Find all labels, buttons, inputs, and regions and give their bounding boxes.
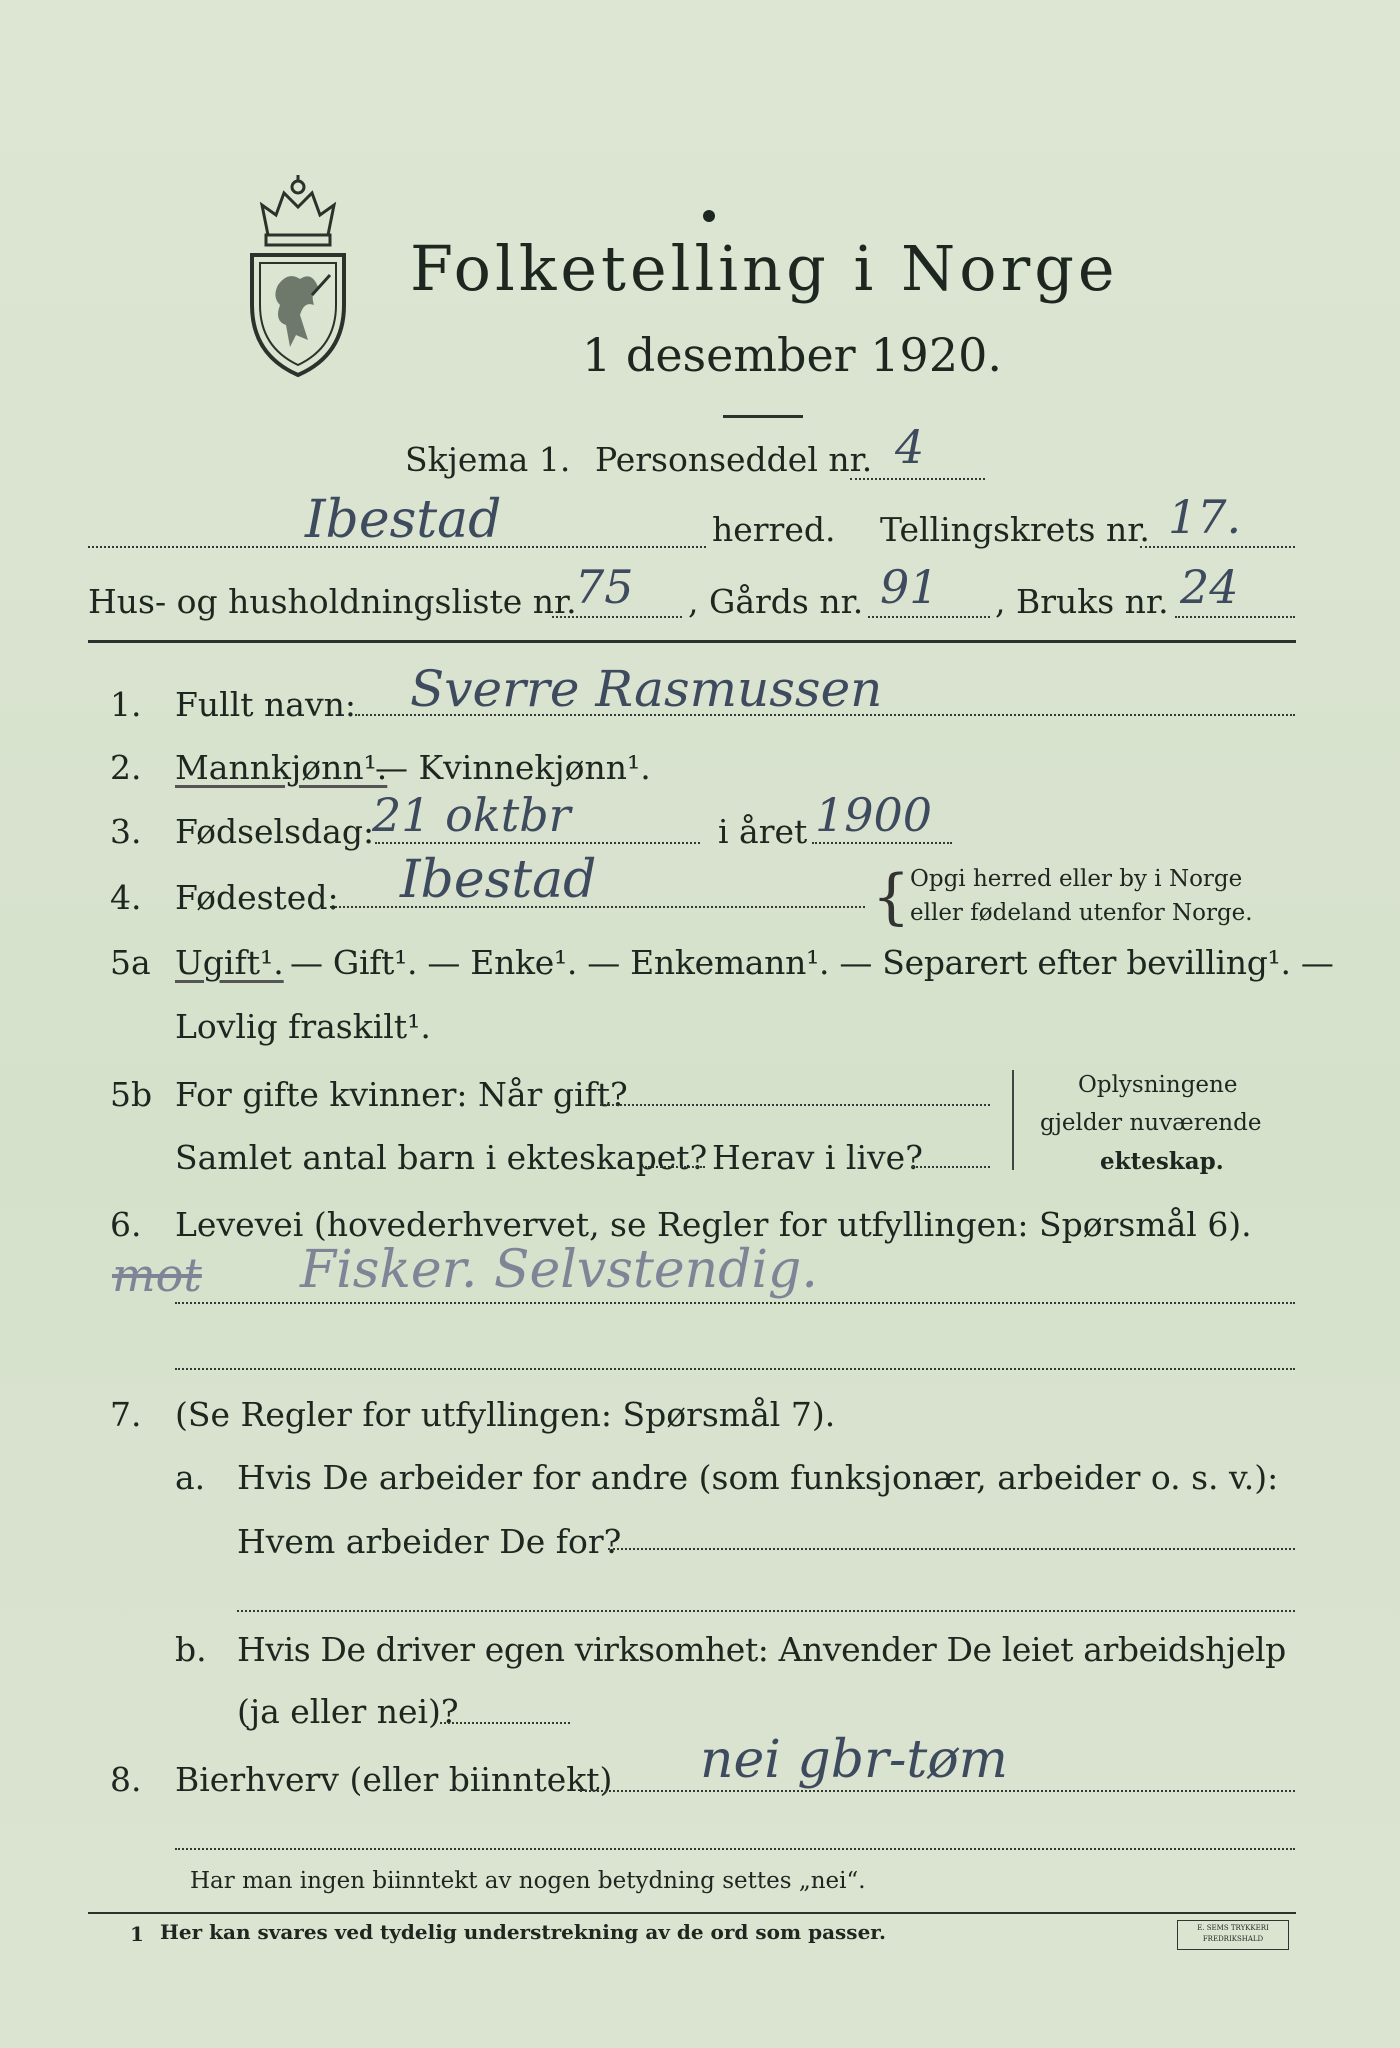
printer-stamp: [1177, 1920, 1289, 1950]
q8-line: [580, 1790, 1295, 1792]
q5b-note-line1: Oplysningene: [1078, 1072, 1238, 1098]
q3-label: Fødselsdag:: [175, 812, 375, 851]
q5b-children-label: Samlet antal barn i ekteskapet?: [175, 1138, 708, 1177]
q8-extra-line: [175, 1848, 1295, 1850]
footnote-rule: [88, 1912, 1296, 1914]
q8-number: 8.: [110, 1760, 142, 1799]
bruks-label: , Bruks nr.: [995, 582, 1169, 621]
q4-note-line1: Opgi herred eller by i Norge: [910, 866, 1243, 892]
q5b-note-line2: gjelder nuværende: [1040, 1110, 1262, 1136]
q6-line1: [175, 1302, 1295, 1304]
ink-dot: [703, 210, 715, 222]
q8-value: nei gbr-tøm: [700, 1730, 1008, 1790]
q6-number: 6.: [110, 1205, 142, 1244]
title-divider: [723, 415, 803, 418]
q7a-letter: a.: [175, 1458, 206, 1497]
q4-value: Ibestad: [400, 850, 597, 910]
q3-year-label: i året: [718, 812, 808, 851]
q2-number: 2.: [110, 748, 142, 787]
coat-of-arms-icon: [238, 175, 358, 384]
q4-label: Fødested:: [175, 878, 339, 917]
q7a-label: Hvis De arbeider for andre (som funksjonær, arbeider o. s. v.):: [237, 1458, 1279, 1497]
form-date: 1 desember 1920.: [582, 328, 1002, 382]
tellingskrets-line: [1140, 546, 1295, 548]
printer-line2: FREDRIKSHALD: [1202, 1935, 1264, 1943]
gards-label: , Gårds nr.: [688, 582, 864, 621]
q5a-options: — Gift¹. — Enke¹. — Enkemann¹. — Separert efter bevilling¹. —: [290, 943, 1334, 982]
gards-value: 91: [880, 560, 939, 614]
footnote-text: Her kan svares ved tydelig understrekning av de ord som passer.: [160, 1920, 886, 1944]
gards-line: [868, 616, 990, 618]
form-title: Folketelling i Norge: [410, 232, 1119, 305]
q7a-extra-line: [237, 1610, 1295, 1612]
header-rule: [88, 640, 1296, 643]
herred-label: herred.: [712, 510, 836, 549]
q5b-married-line: [600, 1104, 990, 1106]
q4-number: 4.: [110, 878, 142, 917]
q7a-line2-label: Hvem arbeider De for?: [237, 1522, 622, 1561]
q6-label: Levevei (hovederhvervet, se Regler for utfyllingen: Spørsmål 6).: [175, 1205, 1252, 1244]
q5b-note-bracket: [1012, 1070, 1014, 1170]
bruks-value: 24: [1180, 560, 1239, 614]
q5b-alive-line: [912, 1166, 990, 1168]
schema-label: Skjema 1.: [405, 440, 571, 479]
q7-number: 7.: [110, 1395, 142, 1434]
footnote-number: 1: [130, 1922, 144, 1946]
q5b-label: For gifte kvinner: Når gift?: [175, 1075, 628, 1114]
q1-number: 1.: [110, 685, 142, 724]
q2-female: — Kvinnekjønn¹.: [375, 748, 651, 787]
q1-value: Sverre Rasmussen: [410, 660, 883, 718]
q7a-line: [608, 1548, 1295, 1550]
q3-number: 3.: [110, 812, 142, 851]
q3-value: 21 oktbr: [372, 788, 571, 842]
q3-line: [375, 842, 700, 844]
tellingskrets-value: 17.: [1168, 490, 1242, 544]
q6-value: Fisker. Selvstendig.: [300, 1240, 818, 1300]
footer-note: Har man ingen biinntekt av nogen betydning settes „nei“.: [190, 1868, 866, 1894]
q3-year-value: 1900: [815, 788, 933, 842]
herred-value: Ibestad: [305, 490, 502, 550]
hus-line: [552, 616, 682, 618]
q5b-number: 5b: [110, 1075, 153, 1114]
q6-struck-value: mot: [112, 1248, 202, 1302]
personseddel-label: Personseddel nr.: [595, 440, 873, 479]
q6-line2: [175, 1368, 1295, 1370]
q5b-children-line: [645, 1166, 705, 1168]
personseddel-line: [850, 478, 985, 480]
printer-line1: E. SEMS TRYKKERI: [1197, 1924, 1269, 1932]
personseddel-value: 4: [895, 420, 925, 474]
q7b-line2-label: (ja eller nei)?: [237, 1692, 459, 1731]
q5a-number: 5a: [110, 943, 151, 982]
hus-value: 75: [575, 560, 634, 614]
q3-year-line: [812, 842, 952, 844]
q7-label: (Se Regler for utfyllingen: Spørsmål 7).: [175, 1395, 836, 1434]
q4-note-line2: eller fødeland utenfor Norge.: [910, 900, 1253, 926]
q7b-letter: b.: [175, 1630, 207, 1669]
q5a-line2: Lovlig fraskilt¹.: [175, 1007, 431, 1046]
hus-label: Hus- og husholdningsliste nr.: [88, 582, 577, 621]
q1-label: Fullt navn:: [175, 685, 356, 724]
q7b-line: [440, 1722, 570, 1724]
bruks-line: [1175, 616, 1295, 618]
q8-label: Bierhverv (eller biinntekt): [175, 1760, 613, 1799]
tellingskrets-label: Tellingskrets nr.: [880, 510, 1150, 549]
q7b-label: Hvis De driver egen virksomhet: Anvender De leiet arbeidshjelp: [237, 1630, 1286, 1669]
q5a-ugift: Ugift¹.: [175, 943, 284, 982]
q4-brace: {: [872, 862, 911, 932]
q5b-alive-label: Herav i live?: [712, 1138, 923, 1177]
q2-male: Mannkjønn¹.: [175, 748, 388, 787]
q5b-note-line3: ekteskap.: [1100, 1148, 1224, 1175]
